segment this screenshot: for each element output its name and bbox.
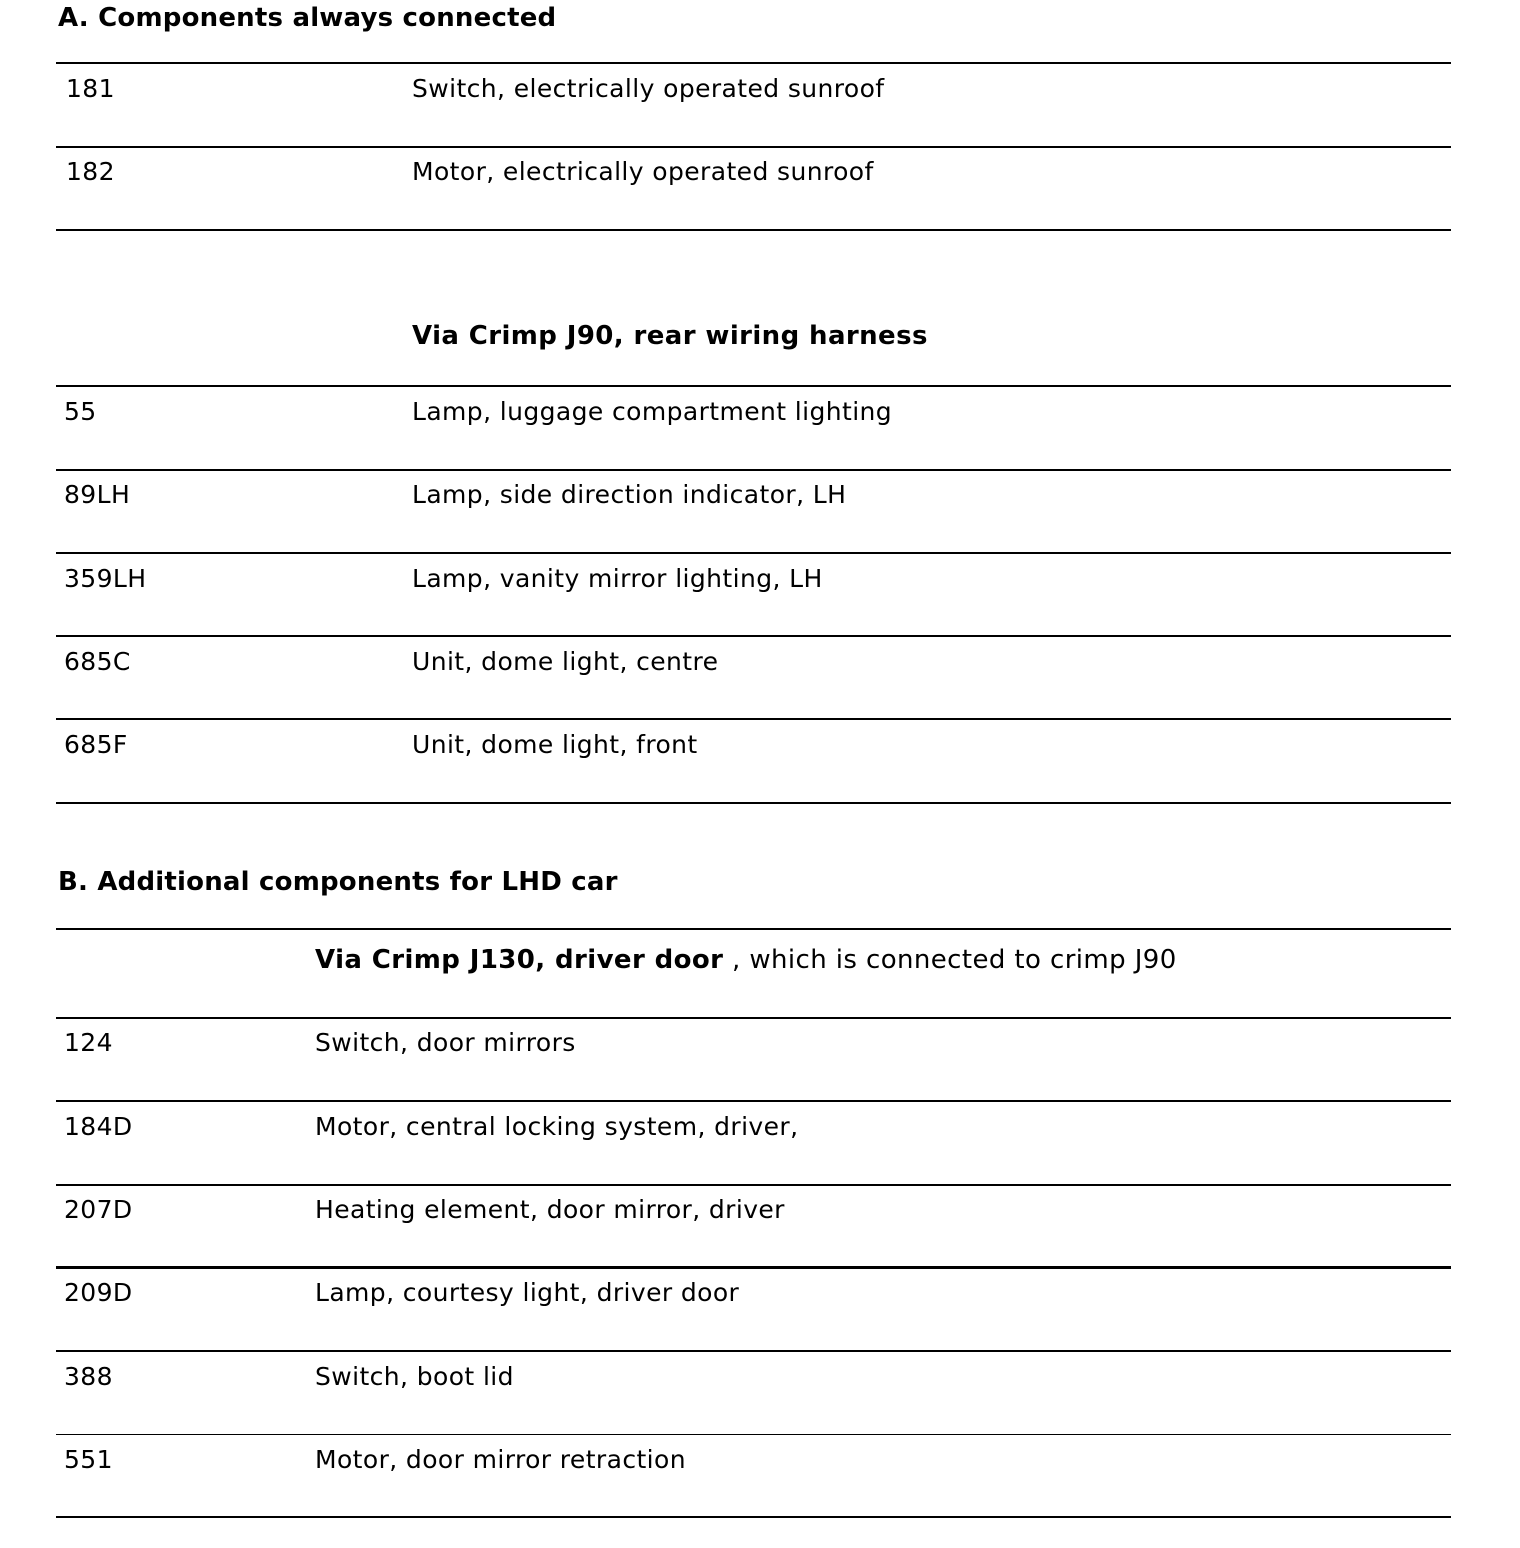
component-code: 55 [64,397,97,426]
table-divider [56,718,1451,720]
section-b-heading: B. Additional components for LHD car [58,867,618,897]
component-description: Motor, electrically operated sunroof [412,157,874,186]
table-divider [56,385,1451,387]
subsection-title-rest: , which is connected to crimp J90 [723,945,1177,975]
subsection-title-bold: Via Crimp J130, driver door [315,945,724,975]
table-divider [56,552,1451,554]
table-divider [56,1350,1451,1352]
component-code: 182 [66,157,115,186]
table-divider [56,802,1451,804]
table-divider [56,1017,1451,1019]
component-code: 685F [64,730,128,759]
component-description: Motor, door mirror retraction [315,1445,686,1474]
table-divider [56,1516,1451,1518]
section-a-heading: A. Components always connected [58,3,557,33]
component-description: Lamp, vanity mirror lighting, LH [412,564,823,593]
component-code: 551 [64,1445,113,1474]
subsection-title-j90 [412,321,928,351]
component-code: 359LH [64,564,147,593]
table-divider [56,1100,1451,1102]
component-code: 207D [64,1195,133,1224]
table-divider [56,469,1451,471]
component-description: Heating element, door mirror, driver [315,1195,785,1224]
component-code: 685C [64,647,131,676]
component-code: 89LH [64,480,131,509]
component-code: 388 [64,1362,113,1391]
table-divider [56,146,1451,148]
table-divider [56,62,1451,64]
component-description: Lamp, luggage compartment lighting [412,397,893,426]
component-description: Switch, boot lid [315,1362,514,1391]
component-description: Switch, door mirrors [315,1028,576,1057]
table-divider [56,1184,1451,1186]
component-code: 209D [64,1278,133,1307]
component-code: 124 [64,1028,113,1057]
component-code: 181 [66,74,115,103]
table-divider [56,229,1451,231]
subsection-title-bold: Via Crimp J90, rear wiring harness [412,321,928,351]
table-divider [56,1434,1451,1435]
component-description: Unit, dome light, centre [412,647,719,676]
table-divider [56,1266,1451,1269]
component-description: Unit, dome light, front [412,730,698,759]
table-divider [56,635,1451,637]
table-divider [56,928,1451,930]
component-description: Switch, electrically operated sunroof [412,74,885,103]
component-description: Lamp, side direction indicator, LH [412,480,847,509]
component-description: Motor, central locking system, driver, [315,1112,799,1141]
component-description: Lamp, courtesy light, driver door [315,1278,740,1307]
component-code: 184D [64,1112,133,1141]
subsection-title-j130 [315,945,1177,975]
